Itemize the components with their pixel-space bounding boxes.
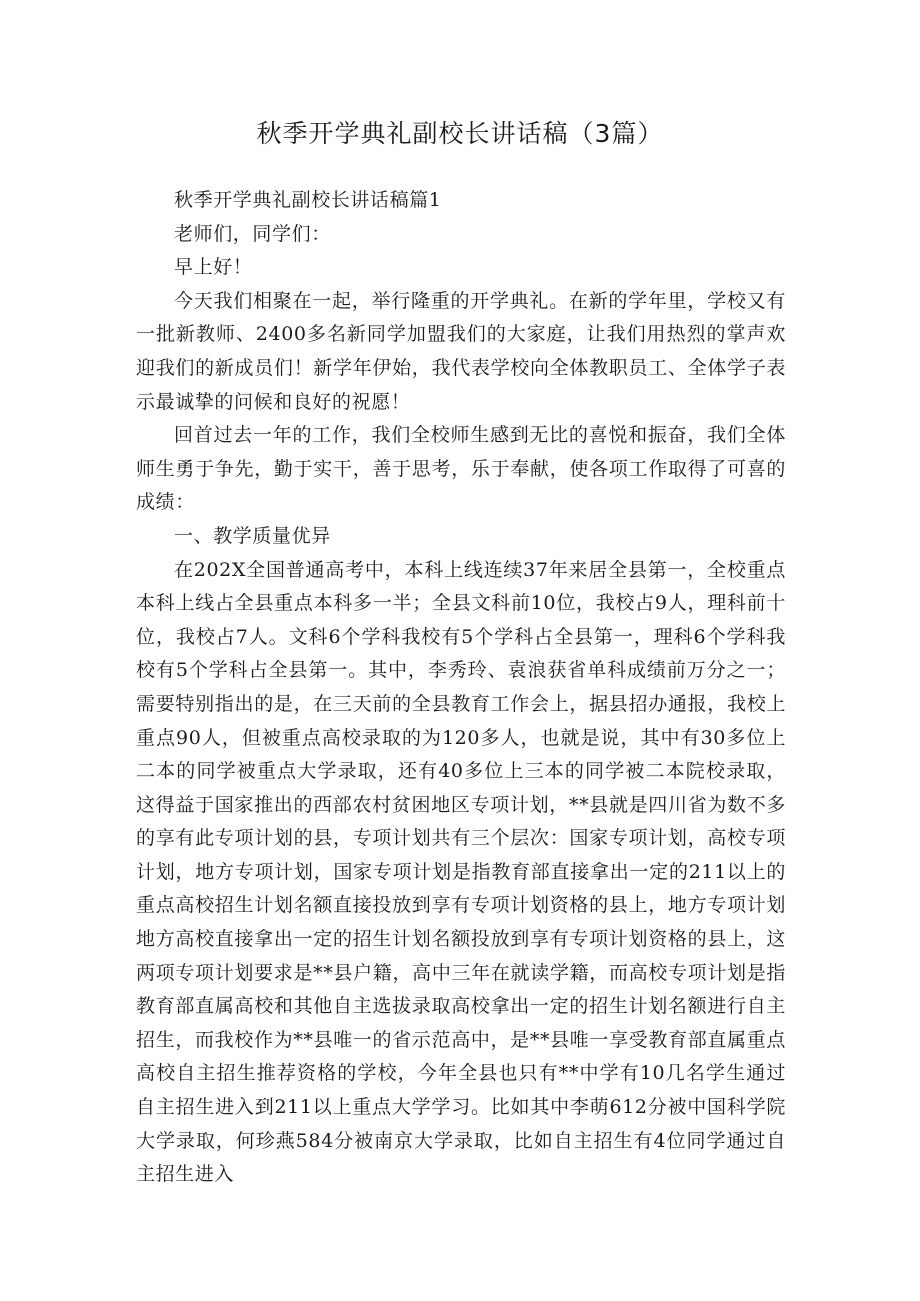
greeting: 早上好！ (174, 256, 253, 279)
subheading-teaching-quality: 一、教学质量优异 (174, 524, 331, 547)
section-heading: 秋季开学典礼副校长讲话稿篇1 (174, 189, 442, 211)
salutation: 老师们，同学们： (174, 222, 331, 245)
paragraph-welcome: 今天我们相聚在一起，举行隆重的开学典礼。在新的学年里，学校又有一批新教师、2400多名新同学加盟我们的大家庭，让我们用热烈的掌声欢迎我们的新成员们！新学年伊始，我代表学校向全体教职员工、全体学子表示最诚挚的问候和良好的祝愿！ (136, 289, 786, 413)
document-title: 秋季开学典礼副校长讲话稿（3篇） (256, 119, 664, 148)
document-body (136, 184, 786, 1192)
paragraph-review: 回首过去一年的工作，我们全校师生感到无比的喜悦和振奋，我们全体师生勇于争先，勤于实干，善于思考，乐于奉献，使各项工作取得了可喜的成绩： (136, 424, 786, 514)
paragraph-exam-results: 在202X全国普通高考中，本科上线连续37年来居全县第一，全校重点本科上线占全县重点本科多一半；全县文科前10位，我校占9人，理科前十位，我校占7人。文科6个学科我校有5个学科占全县第一，理科6个学科我校有5个学科占全县第一。其中，李秀玲、袁浪获省单科成绩前万分之一；需要特别指出的是，在三天前的全县教育工作会上，据县招办通报，我校上重点90人，但被重点高校录取的为120多人，也就是说，其中有30多位上二本的同学被重点大学录取，还有40多位上三本的同学被二本院校录取，这得益于国家推出的西部农村贫困地区专项计划，**县就是四川省为数不多的享有此专项计划的县，专项计划共有三个层次：国家专项计划，高校专项计划，地方专项计划，国家专项计划是指教育部直接拿出一定的211以上的重点高校招生计划名额直接投放到享有专项计划资格的县上，地方专项计划地方高校直接拿出一定的招生计划名额投放到享有专项计划资格的县上，这两项专项计划要求是**县户籍，高中三年在就读学籍，而高校专项计划是指教育部直属高校和其他自主选拔录取高校拿出一定的招生计划名额进行自主招生，而我校作为**县唯一的省示范高中，是**县唯一享受教育部直属重点高校自主招生推荐资格的学校，今年全县也只有**中学有10几名学生通过自主招生进入到211以上重点大学学习。比如其中李萌612分被中国科学院大学录取，何珍燕584分被南京大学录取，比如自主招生有4位同学通过自主招生进入 (136, 558, 786, 1186)
